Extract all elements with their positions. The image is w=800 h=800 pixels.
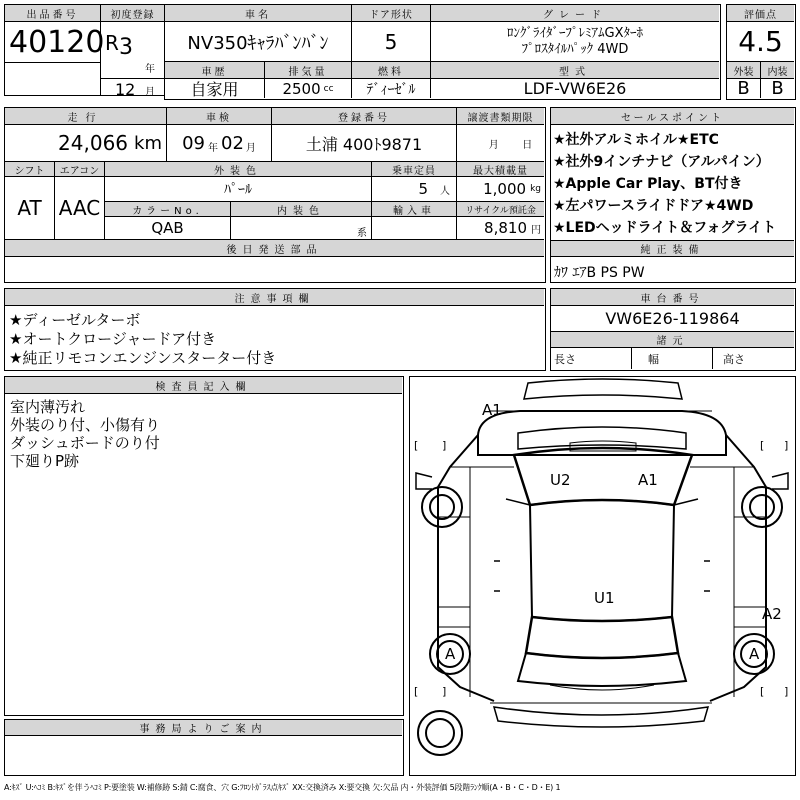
- seats: 5: [418, 180, 428, 198]
- note-item: ★ディーゼルターボ: [9, 311, 141, 329]
- grade-box: [431, 22, 719, 62]
- year-unit: 年: [145, 64, 155, 75]
- damage-mark-left-rear-wheel: A: [445, 645, 456, 663]
- inspector-line: ダッシュボードのり付: [10, 434, 160, 452]
- seats-box: [372, 177, 457, 202]
- office-label: 事務局よりご案内: [5, 720, 402, 736]
- inspect-month: 02: [221, 132, 244, 154]
- recycle-box: [457, 217, 544, 240]
- model-label: 型式: [431, 62, 719, 79]
- damage-mark-hood-left: U2: [550, 471, 571, 489]
- inspector-line: 下廻りP跡: [10, 452, 80, 470]
- length-cell: [551, 348, 632, 369]
- office-block: [4, 719, 404, 776]
- score-block: [726, 4, 796, 100]
- displacement-box: [265, 79, 352, 98]
- history-label: 車歴: [165, 62, 265, 79]
- sales-point: ★左パワースライドドア★4WD: [553, 198, 754, 214]
- grade-label: グレード: [431, 5, 719, 22]
- shift-label: シフト: [5, 162, 55, 177]
- door-label: ドア形状: [352, 5, 431, 22]
- score: 4.5: [727, 22, 794, 62]
- sales-label: セールスポイント: [551, 108, 794, 125]
- svg-text:[: [: [414, 439, 419, 452]
- note-item: ★オートクロージャードア付き: [9, 330, 217, 348]
- seats-unit: 人: [440, 185, 450, 197]
- displacement-label: 排気量: [265, 62, 352, 79]
- notes-block: [4, 288, 546, 371]
- color-label: 外装色: [105, 162, 372, 177]
- reg-month: 12: [115, 80, 136, 99]
- shift: AT: [5, 177, 55, 240]
- svg-text:]: ]: [784, 685, 789, 698]
- intcolor-box: [231, 217, 372, 240]
- svg-text:]: ]: [784, 439, 789, 452]
- svg-text:[: [: [414, 685, 419, 698]
- color-number: QAB: [105, 217, 231, 240]
- intcolor-suffix: 系: [357, 227, 367, 239]
- inspect-year: 09: [182, 132, 205, 154]
- mileage: 24,066: [58, 131, 129, 155]
- int-grade: B: [771, 79, 784, 98]
- model: LDF-VW6E26: [523, 79, 627, 98]
- door-count: 5: [352, 22, 431, 62]
- damage-mark-right-rear-wheel: A: [749, 645, 760, 663]
- score-label: 評価点: [727, 5, 794, 22]
- color: ﾊﾟｰﾙ: [105, 177, 372, 202]
- mileage-box: [5, 125, 167, 162]
- inspector-block: [4, 376, 404, 716]
- displacement: 2500: [282, 79, 321, 98]
- height-label: 高さ: [723, 352, 745, 366]
- grade-line-2: ﾌﾟﾛｽﾀｲﾙﾊﾟｯｸ 4WD: [521, 41, 629, 57]
- fuel-label: 燃料: [352, 62, 431, 79]
- displacement-unit: cc: [323, 83, 334, 94]
- mileage-unit: km: [134, 132, 162, 154]
- inspector-label: 検査員記入欄: [5, 377, 402, 394]
- height-cell: [713, 348, 794, 369]
- ext-grade: B: [727, 79, 761, 98]
- later-parts-value: [5, 257, 544, 281]
- load-label: 最大積載量: [457, 162, 544, 177]
- damage-mark-roof: U1: [594, 589, 615, 607]
- car-name: NV350ｷｬﾗﾊﾞﾝﾊﾞﾝ: [165, 22, 352, 62]
- era: R: [105, 31, 119, 55]
- reg-year: 3: [119, 35, 133, 60]
- inspection-label: 車検: [167, 108, 272, 125]
- inspect-month-unit: 月: [245, 142, 256, 154]
- int-label: 内装: [761, 62, 794, 79]
- lot-number: 40120: [9, 25, 105, 60]
- note-item: ★純正リモコンエンジンスターター付き: [9, 349, 277, 367]
- svg-text:]: ]: [442, 685, 447, 698]
- svg-text:]: ]: [442, 439, 447, 452]
- aircon-label: エアコン: [55, 162, 105, 177]
- sales-block: [550, 107, 796, 283]
- recycle-label: リサイクル預託金: [457, 202, 544, 217]
- transfer-box: [457, 125, 544, 162]
- width-label: 幅: [648, 352, 659, 366]
- transfer-label: 譲渡書類期限: [457, 108, 544, 125]
- car-info-block: [164, 4, 721, 100]
- reg-label: 初度登録: [101, 5, 164, 22]
- damage-mark-bumper: A1: [482, 401, 502, 419]
- later-parts-label: 後日発送部品: [5, 240, 544, 257]
- registration-block: [101, 4, 165, 99]
- transfer-month: 月: [488, 139, 499, 151]
- dims-label: 諸元: [551, 332, 794, 348]
- seats-label: 乗車定員: [372, 162, 457, 177]
- aircon: AAC: [55, 177, 105, 240]
- inspect-year-unit: 年: [208, 142, 218, 154]
- notes-label: 注意事項欄: [5, 289, 544, 306]
- recycle-unit: 円: [531, 224, 541, 236]
- fuel: ﾃﾞｨｰｾﾞﾙ: [352, 79, 431, 98]
- inspector-line: 外装のり付、小傷有り: [10, 416, 161, 434]
- load: 1,000: [483, 180, 527, 198]
- chassis-block: [550, 288, 796, 371]
- details-block: [4, 107, 546, 283]
- sales-point: ★Apple Car Play、BT付き: [553, 176, 743, 192]
- grade-line-1: ﾛﾝｸﾞﾗｲﾀﾞｰﾌﾟﾚﾐｱﾑGXﾀｰﾎ: [507, 25, 643, 41]
- inspection-box: [167, 125, 272, 162]
- width-cell: [632, 348, 713, 369]
- car-name-label: 車名: [165, 5, 352, 22]
- car-outline-diagram: [410, 377, 794, 774]
- sales-point: ★社外9インチナビ（アルパイン）: [553, 154, 770, 170]
- plate: 土浦 400ﾄ9871: [272, 125, 457, 162]
- sales-point: ★社外アルミホイル★ETC: [553, 132, 719, 148]
- car-diagram: [409, 376, 796, 776]
- equipment: ｶﾜ ｴｱB PS PW: [554, 265, 645, 281]
- length-label: 長さ: [554, 352, 576, 366]
- svg-text:[: [: [760, 685, 765, 698]
- import-value: [372, 217, 457, 240]
- legend: A:ｷｽﾞ U:ﾍｺﾐ B:ｷｽﾞを伴うﾍｺﾐ P:要塗装 W:補修跡 S:錆 C:腐食、穴 G:ﾌﾛﾝﾄｶﾞﾗｽ点ｷｽﾞ XX:交換済み X:要交換 欠:欠品 内・外装評価 5段階ﾗﾝｸ順(A・B・C・D・E) 1: [4, 783, 561, 792]
- chassis-number: VW6E26-119864: [551, 306, 794, 332]
- transfer-day: 日: [522, 139, 533, 151]
- recycle: 8,810: [484, 219, 527, 237]
- inspector-line: 室内薄汚れ: [10, 398, 86, 416]
- month-unit: 月: [145, 87, 155, 98]
- damage-mark-hood-right: A1: [638, 471, 658, 489]
- import-label: 輸入車: [372, 202, 457, 217]
- ext-label: 外装: [727, 62, 761, 79]
- chassis-label: 車台番号: [551, 289, 794, 306]
- mileage-label: 走行: [5, 108, 167, 125]
- damage-mark-right-side: A2: [762, 605, 782, 623]
- header-block: [4, 4, 105, 96]
- divider: [5, 62, 100, 63]
- load-unit: kg: [530, 184, 541, 194]
- sales-point: ★LEDヘッドライト＆フォグライト: [553, 220, 777, 236]
- plate-label: 登録番号: [272, 108, 457, 125]
- colorno-label: カラーNo.: [105, 202, 231, 217]
- equipment-label: 純正装備: [551, 240, 794, 257]
- lot-label: 出品番号: [5, 5, 100, 22]
- svg-text:[: [: [760, 439, 765, 452]
- load-box: [457, 177, 544, 202]
- history: 自家用: [165, 79, 265, 98]
- intcolor-label: 内装色: [231, 202, 372, 217]
